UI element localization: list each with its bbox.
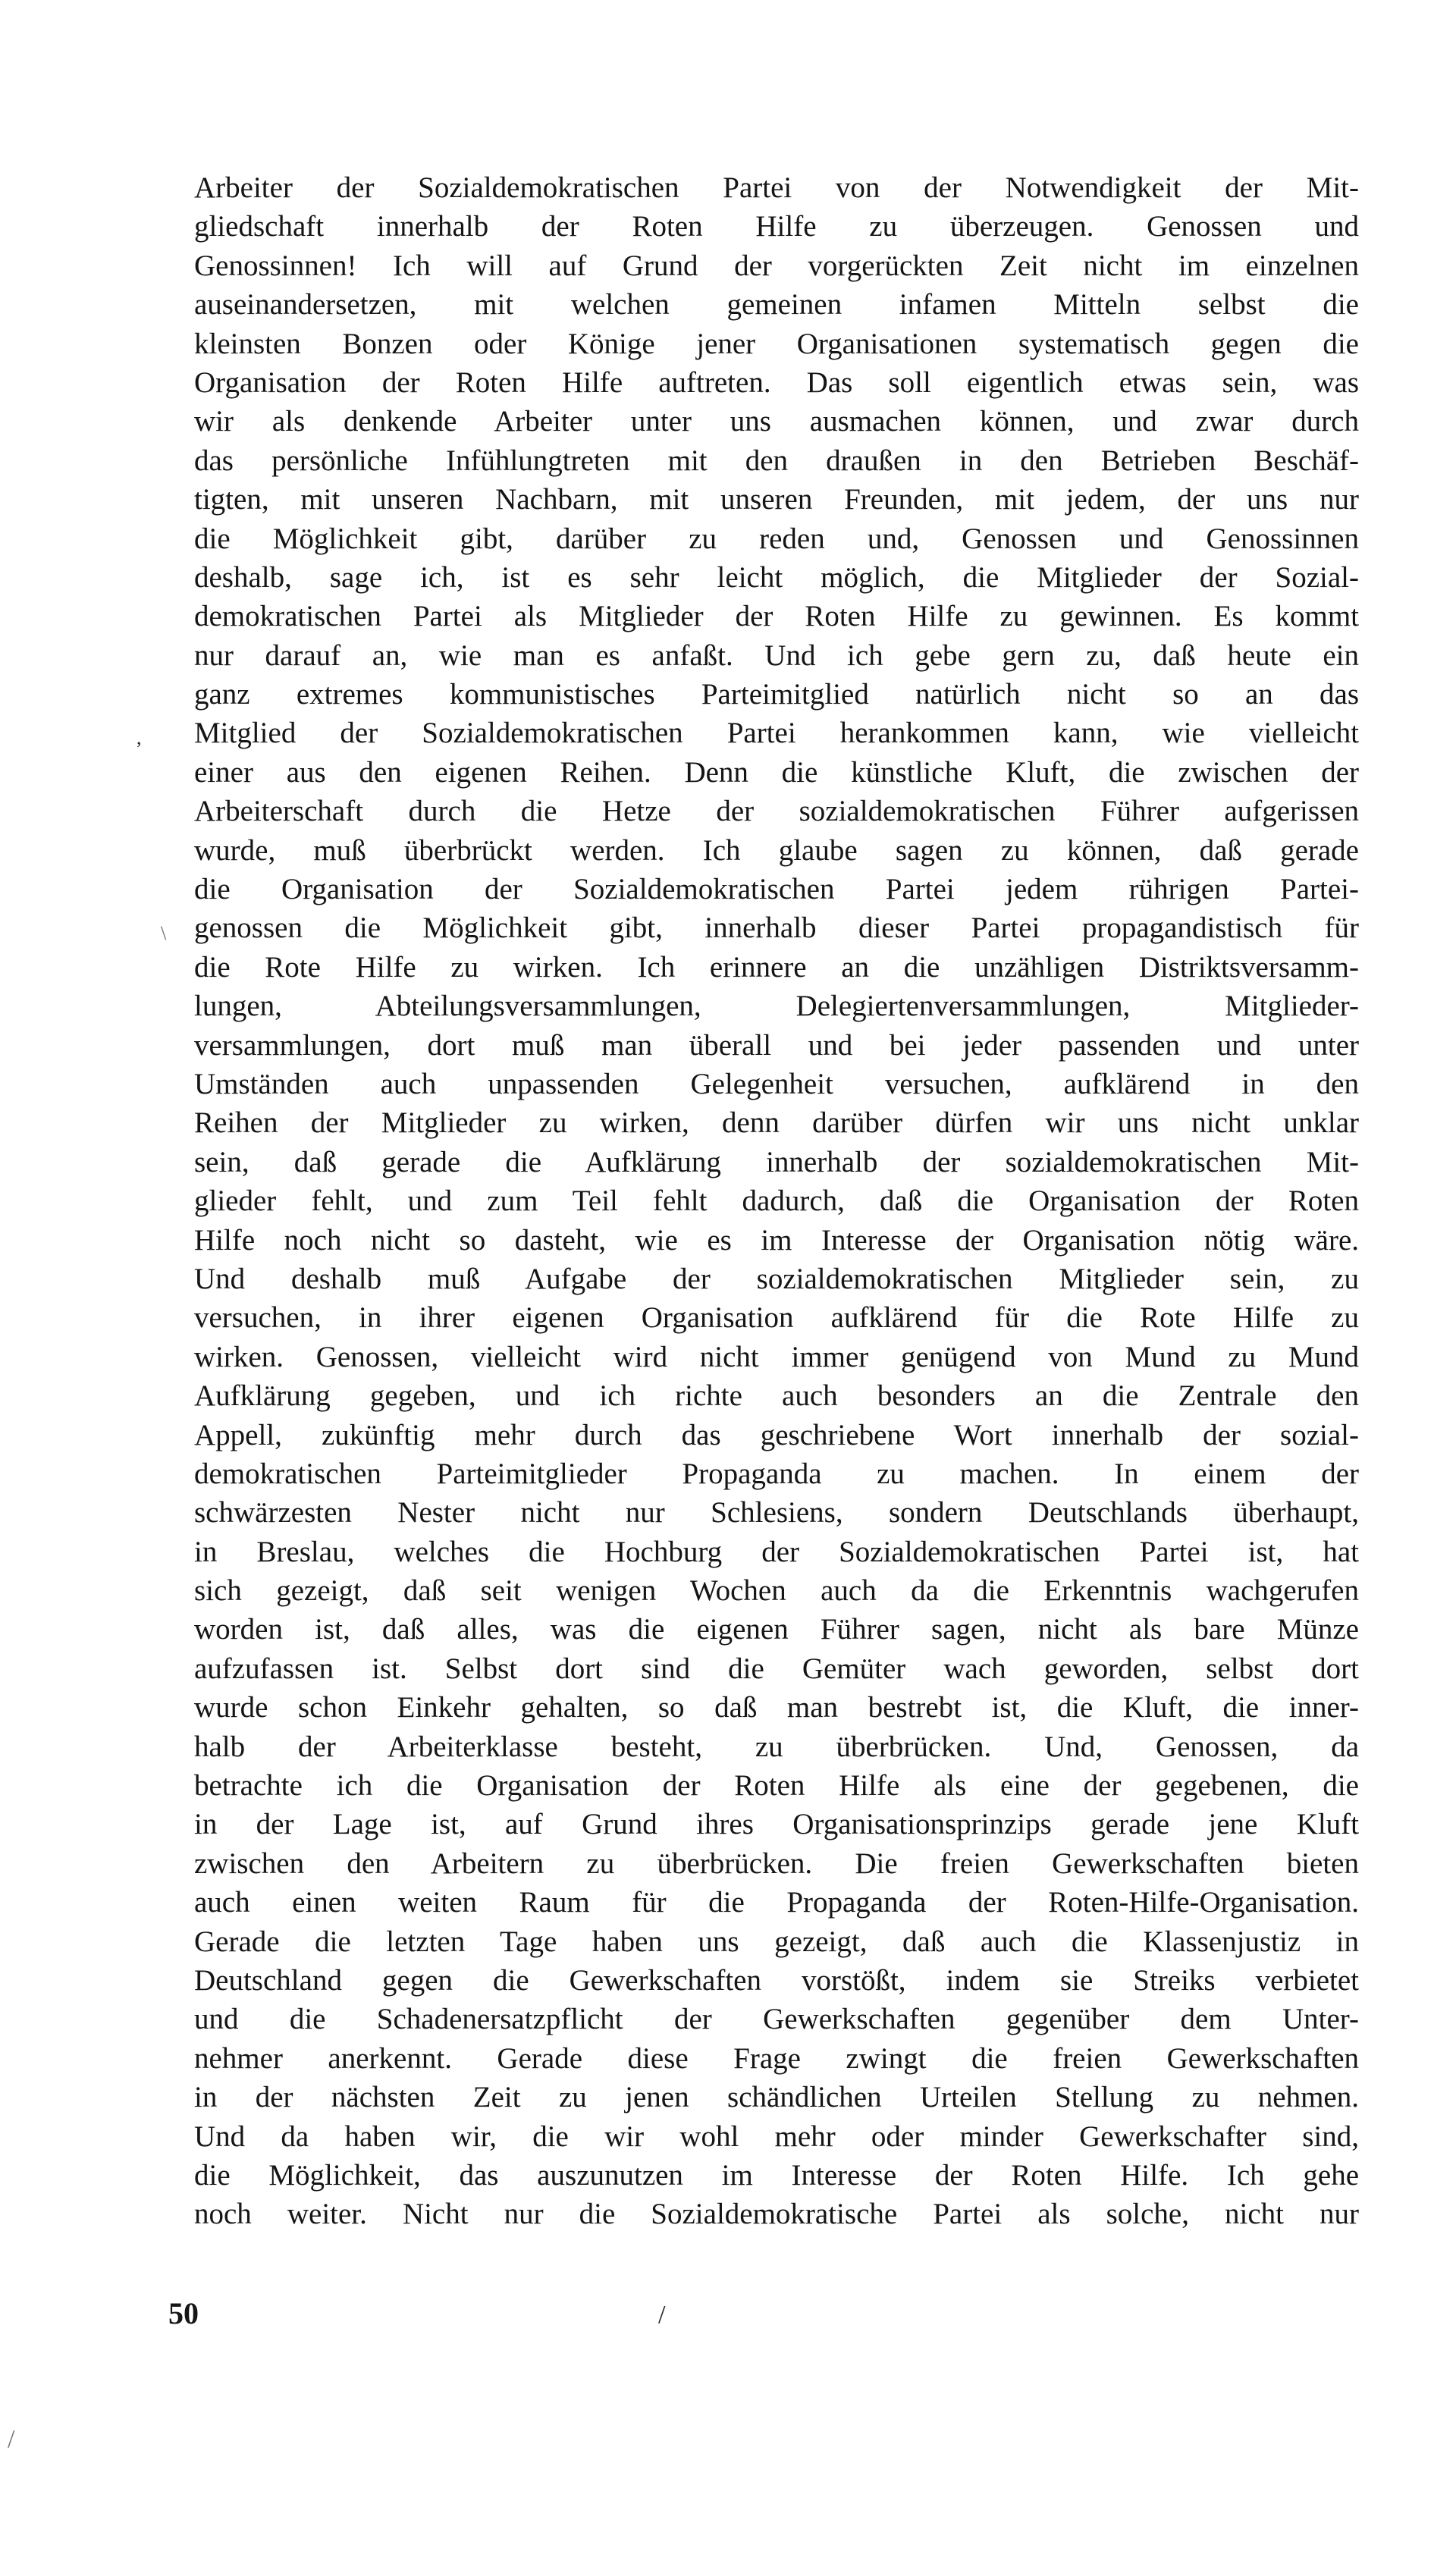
text-line: nur darauf an, wie man es anfaßt. Und ich gebe gern zu, daß heute ein [194, 639, 1359, 672]
text-line: auch einen weiten Raum für die Propaganda der Roten-Hilfe-Organisation. [194, 1886, 1359, 1919]
text-line: Deutschland gegen die Gewerkschaften vorstößt, indem sie Streiks verbietet [194, 1963, 1359, 1997]
text-line: Organisation der Roten Hilfe auftreten. Das soll eigentlich etwas sein, was [194, 366, 1359, 399]
text-line: die Möglichkeit, das auszunutzen im Interesse der Roten Hilfe. Ich gehe [194, 2158, 1359, 2192]
text-line: Arbeiter der Sozialdemokratischen Partei von der Notwendigkeit der Mit- [194, 171, 1359, 204]
text-line: Und da haben wir, die wir wohl mehr oder minder Gewerkschafter sind, [194, 2120, 1359, 2153]
text-line: auseinandersetzen, mit welchen gemeinen infamen Mitteln selbst die [194, 288, 1359, 322]
text-line: und die Schadenersatzpflicht der Gewerkschaften gegenüber dem Unter- [194, 2003, 1359, 2036]
text-line: ganz extremes kommunistisches Parteimitglied natürlich nicht so an das [194, 678, 1359, 711]
stray-mark: / [658, 2301, 666, 2329]
text-line: wirken. Genossen, vielleicht wird nicht immer genügend von Mund zu Mund [194, 1340, 1359, 1373]
text-line: in der nächsten Zeit zu jenen schändlichen Urteilen Stellung zu nehmen. [194, 2081, 1359, 2114]
text-line: Und deshalb muß Aufgabe der sozialdemokratischen Mitglieder sein, zu [194, 1262, 1359, 1295]
text-line: das persönliche Infühlungtreten mit den draußen in den Betrieben Beschäf- [194, 444, 1359, 477]
stray-mark: \ [161, 922, 167, 944]
text-line: worden ist, daß alles, was die eigenen Führer sagen, nicht als bare Münze [194, 1613, 1359, 1646]
text-line: Genossinnen! Ich will auf Grund der vorgerückten Zeit nicht im einzelnen [194, 249, 1359, 282]
text-line: Hilfe noch nicht so dasteht, wie es im Interesse der Organisation nötig wäre. [194, 1223, 1359, 1257]
stray-mark: / [8, 2425, 15, 2453]
text-line: gliedschaft innerhalb der Roten Hilfe zu überzeugen. Genossen und [194, 210, 1359, 243]
text-line: die Organisation der Sozialdemokratischen Partei jedem rührigen Partei- [194, 873, 1359, 906]
text-line: zwischen den Arbeitern zu überbrücken. Die freien Gewerkschaften bieten [194, 1847, 1359, 1880]
stray-mark: , [136, 726, 142, 748]
text-line: deshalb, sage ich, ist es sehr leicht möglich, die Mitglieder der Sozial- [194, 560, 1359, 594]
text-line: kleinsten Bonzen oder Könige jener Organisationen systematisch gegen die [194, 327, 1359, 360]
text-line: glieder fehlt, und zum Teil fehlt dadurch, daß die Organisation der Roten [194, 1185, 1359, 1218]
text-line: Appell, zukünftig mehr durch das geschriebene Wort innerhalb der sozial- [194, 1418, 1359, 1451]
text-line: Mitglied der Sozialdemokratischen Partei herankommen kann, wie vielleicht [194, 717, 1359, 750]
text-line: einer aus den eigenen Reihen. Denn die künstliche Kluft, die zwischen der [194, 755, 1359, 789]
text-line: aufzufassen ist. Selbst dort sind die Gemüter wach geworden, selbst dort [194, 1652, 1359, 1685]
text-line: wurde schon Einkehr gehalten, so daß man bestrebt ist, die Kluft, die inner- [194, 1691, 1359, 1724]
text-line: wir als denkende Arbeiter unter uns ausmachen können, und zwar durch [194, 405, 1359, 438]
text-line: die Rote Hilfe zu wirken. Ich erinnere an die unzähligen Distriktsversamm- [194, 950, 1359, 984]
text-line: die Möglichkeit gibt, darüber zu reden und, Genossen und Genossinnen [194, 522, 1359, 555]
text-line: sein, daß gerade die Aufklärung innerhalb der sozialdemokratischen Mit- [194, 1145, 1359, 1178]
text-line: genossen die Möglichkeit gibt, innerhalb dieser Partei propagandistisch für [194, 912, 1359, 945]
text-line: lungen, Abteilungsversammlungen, Delegiertenversammlungen, Mitglieder- [194, 990, 1359, 1023]
text-line: Reihen der Mitglieder zu wirken, denn darüber dürfen wir uns nicht unklar [194, 1106, 1359, 1140]
page-number: 50 [168, 2296, 199, 2330]
body-text [194, 168, 1359, 2234]
text-line: tigten, mit unseren Nachbarn, mit unseren Freunden, mit jedem, der uns nur [194, 483, 1359, 516]
text-line: in Breslau, welches die Hochburg der Sozialdemokratischen Partei ist, hat [194, 1535, 1359, 1568]
text-line: schwärzesten Nester nicht nur Schlesiens, sondern Deutschlands überhaupt, [194, 1496, 1359, 1530]
text-line: Umständen auch unpassenden Gelegenheit versuchen, aufklärend in den [194, 1067, 1359, 1100]
text-line: wurde, muß überbrückt werden. Ich glaube sagen zu können, daß gerade [194, 833, 1359, 867]
text-line: demokratischen Parteimitglieder Propaganda zu machen. In einem der [194, 1457, 1359, 1490]
text-line: sich gezeigt, daß seit wenigen Wochen auch da die Erkenntnis wachgerufen [194, 1574, 1359, 1608]
text-line: versammlungen, dort muß man überall und bei jeder passenden und unter [194, 1028, 1359, 1062]
text-line: halb der Arbeiterklasse besteht, zu überbrücken. Und, Genossen, da [194, 1730, 1359, 1763]
text-line: Arbeiterschaft durch die Hetze der sozialdemokratischen Führer aufgerissen [194, 795, 1359, 828]
text-line: betrachte ich die Organisation der Roten Hilfe als eine der gegebenen, die [194, 1769, 1359, 1803]
text-line: Gerade die letzten Tage haben uns gezeigt, daß auch die Klassenjustiz in [194, 1925, 1359, 1958]
text-line: demokratischen Partei als Mitglieder der Roten Hilfe zu gewinnen. Es kommt [194, 600, 1359, 633]
text-line: versuchen, in ihrer eigenen Organisation aufklärend für die Rote Hilfe zu [194, 1301, 1359, 1335]
text-line: noch weiter. Nicht nur die Sozialdemokratische Partei als solche, nicht nur [194, 2198, 1359, 2231]
text-line: nehmer anerkennt. Gerade diese Frage zwingt die freien Gewerkschaften [194, 2041, 1359, 2075]
text-line: Aufklärung gegeben, und ich richte auch besonders an die Zentrale den [194, 1379, 1359, 1413]
text-line: in der Lage ist, auf Grund ihres Organisationsprinzips gerade jene Kluft [194, 1808, 1359, 1841]
